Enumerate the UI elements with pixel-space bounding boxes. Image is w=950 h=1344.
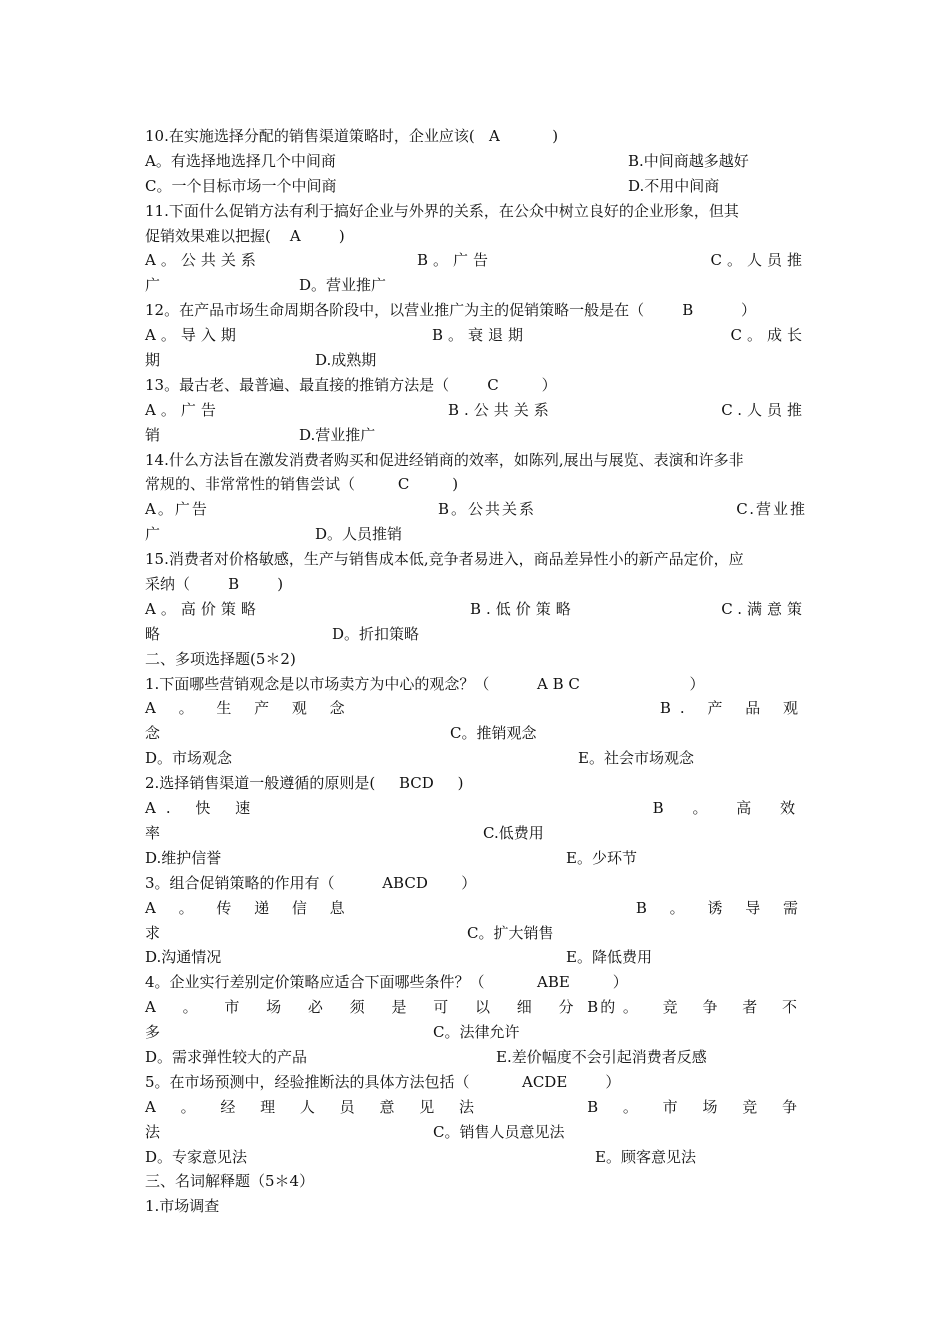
option-d: D.营业推广 [299,425,376,444]
option-a: A。广告 [145,400,221,419]
option-c: C.满意策 [721,599,807,618]
option-b-continued: 法 [145,1122,161,1141]
multi-question-5: 5。在市场预测中，经验推断法的具体方法包括（ ACDE ） [145,1072,621,1091]
option-e: E。少环节 [566,848,637,867]
question-14-line-2: 常规的、非常常性的销售尝试（ C ) [145,475,459,494]
option-b: B 。 诱 导 需 [635,898,807,917]
option-c-continued: 广 [145,276,161,295]
section-3-heading: 三、名词解释题（5＊4） [145,1172,315,1191]
option-d: D.成熟期 [315,351,377,370]
option-c: C。法律允许 [433,1023,520,1042]
option-b: B 。 竞 争 者 不 [587,998,807,1017]
option-c: C。推销观念 [450,724,537,743]
option-b-continued: 念 [145,724,161,743]
question-12-options-row-1 [145,323,807,348]
question-11-options-row-2 [145,273,807,298]
document-body [145,124,807,1219]
option-d: D.沟通情况 [145,948,222,967]
option-d: D。折扣策略 [332,624,420,643]
question-12: 12。在产品市场生命周期各阶段中，以营业推广为主的促销策略一般是在（ B ） [145,301,756,320]
multi-question-5-options-row-2 [145,1120,807,1145]
option-d: D.维护信誉 [145,848,222,867]
question-10: 10.在实施选择分配的销售渠道策略时，企业应该( A ) [145,127,559,145]
multi-question-2: 2.选择销售渠道一般遵循的原则是( BCD ) [145,774,464,793]
option-a: A。高价策略 [145,599,261,618]
option-a: A 。 市 场 必 须 是 可 以 细 分 的 [145,998,627,1017]
question-15-line-2: 采纳（ B ) [145,575,284,594]
question-11-line-1: 11.下面什么促销方法有利于搞好企业与外界的关系，在公众中树立良好的企业形象，但其 [145,201,739,220]
option-a: A 。 经 理 人 员 意 见 法 [145,1097,484,1116]
question-15-options-row-2 [145,622,807,647]
multi-question-1-options-row-1 [145,696,807,721]
option-c-continued: 销 [145,425,161,444]
option-c: C。一个目标市场一个中间商 [145,176,337,195]
option-d: D。市场观念 [145,749,233,768]
option-a: A。导入期 [145,326,241,345]
option-b-continued: 率 [145,823,161,842]
option-b: B。衰退期 [432,326,529,345]
multi-question-2-options-row-1 [145,796,807,821]
multi-question-2-options-row-3 [145,846,807,871]
multi-question-4-options-row-1 [145,995,807,1020]
option-b: B.低价策略 [470,599,576,618]
option-c-continued: 广 [145,525,161,544]
question-10-options-row-1 [145,149,807,174]
option-c: C。扩大销售 [467,923,554,942]
multi-question-3: 3。组合促销策略的作用有（ ABCD ） [145,873,477,892]
question-15-line-1: 15.消费者对价格敏感，生产与销售成本低,竞争者易进入，商品差异性小的新产品定价，应 [145,550,744,569]
option-b-continued: 求 [145,923,161,942]
option-b: B.中间商越多越好 [628,151,749,170]
option-c: C.人员推 [721,400,807,419]
option-a: A 。 传 递 信 息 [145,898,354,917]
option-b: B。公共关系 [438,500,537,519]
option-b: B.公共关系 [448,400,554,419]
multi-question-1-options-row-3 [145,746,807,771]
option-d: D。人员推销 [315,525,403,544]
question-13: 13。最古老、最普遍、最直接的推销方法是（ C ） [145,375,557,394]
option-b: B. 产 品 观 [659,699,807,718]
multi-question-2-options-row-2 [145,821,807,846]
option-e: E.差价幅度不会引起消费者反感 [496,1047,707,1066]
multi-question-4: 4。企业实行差别定价策略应适合下面哪些条件？（ ABE ） [145,973,628,992]
question-15-options-row-1 [145,597,807,622]
multi-question-1-options-row-2 [145,721,807,746]
term-question-1: 1.市场调查 [145,1197,220,1216]
option-b: B 。 高 效 [652,799,807,818]
multi-question-5-options-row-1 [145,1095,807,1120]
question-13-options-row-1 [145,398,807,423]
option-e: E。社会市场观念 [578,749,694,768]
option-b: B 。 市 场 竞 争 [587,1097,807,1116]
option-c: C。人员推 [710,251,807,270]
question-14-options-row-1 [145,497,807,522]
option-e: E。顾客意见法 [595,1147,696,1166]
option-a: A。有选择地选择几个中间商 [145,151,336,170]
question-14-options-row-2 [145,522,807,547]
option-a: A。公共关系 [145,251,261,270]
option-b: B。广告 [417,251,494,270]
option-a: A. 快 速 [145,799,261,818]
option-b-continued: 多 [145,1023,161,1042]
question-11-options-row-1 [145,248,807,273]
multi-question-5-options-row-3 [145,1145,807,1170]
option-c: C.营业推 [736,500,807,519]
multi-question-3-options-row-1 [145,896,807,921]
multi-question-4-options-row-2 [145,1020,807,1045]
option-e: E。降低费用 [566,948,652,967]
option-d: D。营业推广 [299,276,387,295]
question-14-line-1: 14.什么方法旨在激发消费者购买和促进经销商的效率，如陈列,展出与展览、表演和许多非 [145,450,744,469]
multi-question-1: 1.下面哪些营销观念是以市场卖方为中心的观念？（ A B C ） [145,674,705,693]
option-c-continued: 略 [145,624,161,643]
option-c-continued: 期 [145,351,161,370]
question-12-options-row-2 [145,348,807,373]
question-10-options-row-2 [145,174,807,199]
option-d: D.不用中间商 [628,176,720,195]
option-a: A 。 生 产 观 念 [145,699,354,718]
option-c: C.低费用 [483,823,544,842]
option-c: C。销售人员意见法 [433,1122,565,1141]
section-2-heading: 二、多项选择题(5＊2) [145,649,296,668]
option-d: D。专家意见法 [145,1147,248,1166]
multi-question-3-options-row-3 [145,945,807,970]
question-13-options-row-2 [145,423,807,448]
question-11-line-2: 促销效果难以把握( A ) [145,226,345,245]
multi-question-4-options-row-3 [145,1045,807,1070]
multi-question-3-options-row-2 [145,921,807,946]
option-a: A。广告 [145,500,209,519]
option-d: D。需求弹性较大的产品 [145,1047,308,1066]
option-c: C。成长 [730,326,807,345]
